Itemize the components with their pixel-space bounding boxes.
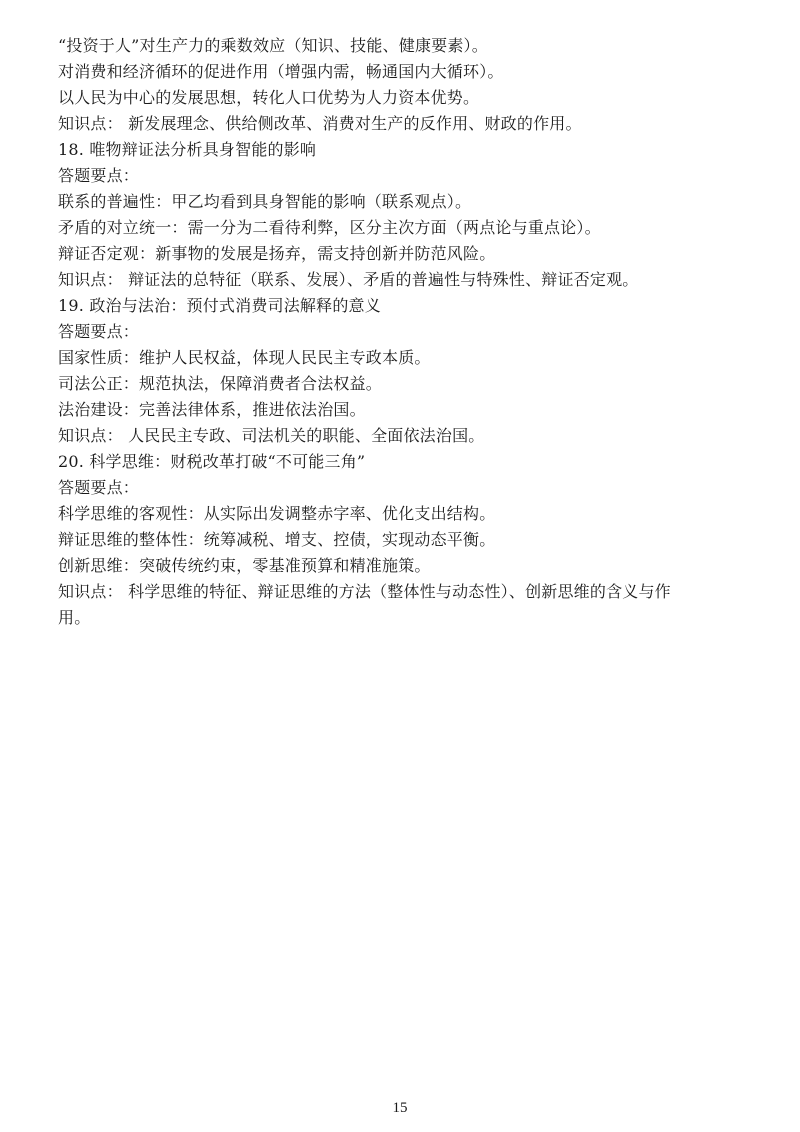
document-body	[58, 33, 758, 631]
text-line: 以人民为中心的发展思想，转化人口优势为人力资本优势。	[58, 88, 480, 107]
knowledge-points-line: 知识点： 人民民主专政、司法机关的职能、全面依法治国。	[58, 426, 485, 445]
page-number: 15	[392, 1100, 408, 1116]
text-line: 辩证思维的整体性：统筹减税、增支、控债，实现动态平衡。	[58, 530, 496, 549]
section-heading-20: 20. 科学思维：财税改革打破“不可能三角”	[58, 452, 366, 471]
text-line: 矛盾的对立统一：需一分为二看待利弊，区分主次方面（两点论与重点论）。	[58, 218, 601, 237]
text-line-continuation: 用。	[58, 608, 91, 627]
answer-points-label: 答题要点：	[58, 166, 140, 185]
text-line: “投资于人”对生产力的乘数效应（知识、技能、健康要素）。	[58, 36, 488, 55]
section-heading-18: 18. 唯物辩证法分析具身智能的影响	[58, 140, 317, 159]
section-heading-19: 19. 政治与法治：预付式消费司法解释的意义	[58, 296, 381, 315]
text-line: 对消费和经济循环的促进作用（增强内需，畅通国内大循环）。	[58, 62, 504, 81]
text-line: 科学思维的客观性：从实际出发调整赤字率、优化支出结构。	[58, 504, 496, 523]
knowledge-points-line: 知识点： 新发展理念、供给侧改革、消费对生产的反作用、财政的作用。	[58, 114, 582, 133]
text-line: 创新思维：突破传统约束，零基准预算和精准施策。	[58, 556, 431, 575]
answer-points-label: 答题要点：	[58, 478, 140, 497]
text-line: 联系的普遍性：甲乙均看到具身智能的影响（联系观点）。	[58, 192, 472, 211]
text-line: 司法公正：规范执法，保障消费者合法权益。	[58, 374, 383, 393]
knowledge-points-line: 知识点： 辩证法的总特征（联系、发展）、矛盾的普遍性与特殊性、辩证否定观。	[58, 270, 639, 289]
text-line: 法治建设：完善法律体系，推进依法治国。	[58, 400, 366, 419]
answer-points-label: 答题要点：	[58, 322, 140, 341]
text-line: 国家性质：维护人民权益，体现人民民主专政本质。	[58, 348, 431, 367]
text-line: 辩证否定观：新事物的发展是扬弃，需支持创新并防范风险。	[58, 244, 496, 263]
knowledge-points-line: 知识点： 科学思维的特征、辩证思维的方法（整体性与动态性）、创新思维的含义与作	[58, 582, 671, 601]
